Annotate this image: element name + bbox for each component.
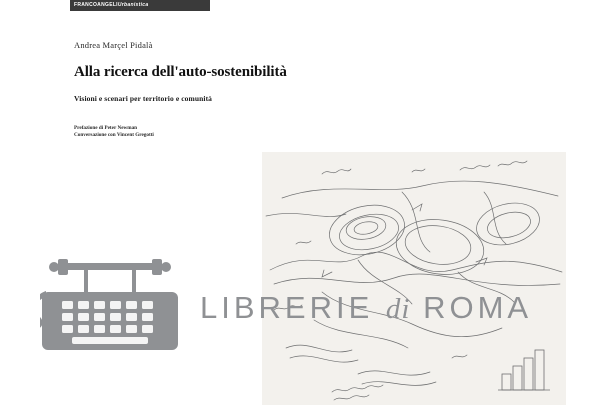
credits-preface: Prefazione di Peter Newman (74, 124, 138, 131)
cover-credits (74, 125, 334, 141)
book-subtitle: Visioni e scenari per territorio e comunità (74, 93, 213, 103)
cover-text-block (74, 40, 334, 140)
publisher-name: FRANCOANGELI (74, 2, 118, 8)
publisher-series: Urbanistica (117, 2, 149, 8)
watermark-word-di: di (385, 293, 411, 325)
book-cover (66, 0, 566, 405)
credits-conversation: Conversazione con Vincent Gregotti (74, 132, 154, 139)
author-name: Andrea Marçel Pidalà (74, 40, 153, 50)
book-title: Alla ricerca dell'auto-sostenibilità (74, 64, 287, 80)
watermark-word-roma: ROMA (423, 290, 533, 325)
cover-illustration (262, 152, 566, 405)
watermark-word-librerie: LIBRERIE (200, 290, 374, 325)
publisher-banner (70, 0, 210, 11)
